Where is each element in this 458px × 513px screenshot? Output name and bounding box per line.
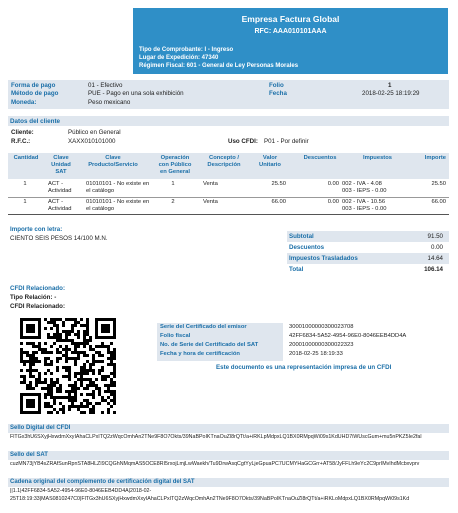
representacion-impresa-note: Este documento es una representación impresa de un CFDI — [216, 364, 392, 371]
total-row — [287, 264, 449, 275]
th-operacion: Operación con Público en General — [158, 155, 192, 175]
cfdi-relacionado-label: CFDI Relacionado: — [10, 303, 66, 310]
row2-impuesto-iva: 002 - IVA - 10.56 — [342, 199, 386, 205]
sello-cfdi-label: Sello Digital del CFDI — [10, 425, 71, 431]
cliente-label: Cliente: — [11, 129, 34, 136]
row1-operacion: 1 — [171, 181, 175, 187]
cadena-value-line2: 25T18:19:33|MAS0810247C0|FlTGx3hU6SXyjHxwdmXxyIAhaCLPxITQ2zWqcOmhAn2TNe9F8O7Okts/39NaBPoIKTnaOuZl8rQTt/a+iRKLoMdpxLQ1BX0RMpqWi09s1Kd — [10, 496, 410, 502]
fecha-label: Fecha — [269, 90, 287, 97]
cliente-section-title: Datos del cliente — [10, 118, 61, 125]
row2-cantidad: 1 — [23, 199, 27, 205]
row1-impuesto-iva: 002 - IVA - 4.08 — [342, 181, 382, 187]
row-divider — [8, 197, 449, 198]
row1-producto: 01010101 - No existe en el catálogo — [86, 181, 150, 194]
folio-value: 1 — [388, 82, 392, 89]
cliente-band — [8, 116, 449, 126]
th-impuestos: Impuestos — [363, 155, 392, 161]
serie-sat-value: 20001000000300022323 — [289, 342, 354, 348]
importe-letra-value: CIENTO SEIS PESOS 14/100 M.N. — [10, 235, 108, 242]
row2-concepto: Venta — [203, 199, 218, 205]
cliente-value: Público en General — [68, 129, 121, 136]
row2-operacion: 2 — [171, 199, 175, 205]
lugar-expedicion: Lugar de Expedición: 47340 — [139, 55, 219, 61]
moneda-value: Peso mexicano — [88, 99, 131, 106]
forma-pago-label: Forma de pago — [11, 82, 56, 89]
row2-valor: 66.00 — [271, 199, 286, 205]
impuestos-value: 14.64 — [427, 255, 443, 262]
folio-fiscal-value: 42FF6834-5A52-4954-96E0-8046EEB4DD4A — [289, 333, 407, 339]
row2-importe: 66.00 — [431, 199, 446, 205]
row1-cantidad: 1 — [23, 181, 27, 187]
rfc-label: R.F.C.: — [11, 138, 31, 145]
importe-letra-label: Importe con letra: — [10, 226, 63, 233]
row2-descuentos: 0.00 — [327, 199, 339, 205]
tipo-comprobante: Tipo de Comprobante: I - Ingreso — [139, 47, 234, 53]
descuentos-value: 0.00 — [430, 244, 443, 251]
row2-impuesto-ieps: 003 - IEPS - 0.00 — [342, 206, 387, 212]
serie-emisor-value: 30001000000300023708 — [289, 324, 354, 330]
cfdi-relacionado-title: CFDI Relacionado: — [10, 285, 66, 292]
sello-sat-value: cuzMN73jYB4sZRAfSunRpnSTA8HLZI9CQGhNMqmAS5OCE8RI5rxojLmjLwWaekh/Tu9DrwAsqCgtYyLjeGpuaPC7UCMYHaGCGrr+AT58/JyFFLh9eYc2C9prIMvIhdMcbxvprv — [10, 461, 420, 467]
row1-valor: 25.50 — [271, 181, 286, 187]
invoice-header — [133, 8, 448, 74]
sello-sat-label: Sello del SAT — [10, 452, 48, 458]
uso-cfdi-label: Uso CFDI: — [228, 138, 258, 145]
row1-importe: 25.50 — [431, 181, 446, 187]
row2-producto: 01010101 - No existe en el catálogo — [86, 199, 150, 212]
row2-unidad: ACT - Actividad — [48, 199, 72, 212]
row1-concepto: Venta — [203, 181, 218, 187]
row1-impuesto-ieps: 003 - IEPS - 0.00 — [342, 188, 387, 194]
qr-code — [20, 318, 116, 414]
cadena-label: Cadena original del complemento de certificación digital del SAT — [10, 479, 195, 485]
th-descuentos: Descuentos — [303, 155, 337, 161]
th-cantidad: Cantidad — [13, 155, 39, 161]
regimen-fiscal: Régimen Fiscal: 601 - General de Ley Personas Morales — [139, 63, 299, 69]
th-importe: Importe — [424, 155, 446, 161]
descuentos-row — [287, 242, 449, 253]
serie-emisor-label: Serie del Certificado del emisor — [160, 324, 247, 330]
fecha-certificacion-value: 2018-02-25 18:19:33 — [289, 351, 343, 357]
th-unidad: Clave Unidad SAT — [51, 155, 71, 175]
metodo-pago-value: PUE - Pago en una sola exhibición — [88, 90, 184, 97]
cadena-value-line1: ||1.1|42FF6834-5A52-4954-96E0-8046EEB4DD4A|2018-02- — [10, 488, 152, 494]
folio-label: Folio — [269, 82, 284, 89]
total-label: Total — [289, 266, 304, 273]
uso-cfdi-value: P01 - Por definir — [264, 138, 309, 145]
row1-descuentos: 0.00 — [327, 181, 339, 187]
tipo-relacion: Tipo Relación: - — [10, 294, 57, 301]
table-bottom-rule — [8, 214, 449, 215]
serie-sat-label: No. de Serie del Certificado del SAT — [160, 342, 259, 348]
fecha-value: 2018-02-25 18:19:29 — [362, 90, 420, 97]
sello-sat-band — [8, 451, 449, 460]
row1-unidad: ACT - Actividad — [48, 181, 72, 194]
subtotal-row — [287, 231, 449, 242]
total-value: 106.14 — [424, 266, 443, 273]
folio-fiscal-label: Folio fiscal — [160, 333, 191, 339]
th-valor: Valor Unitario — [259, 155, 281, 168]
sello-cfdi-band — [8, 424, 449, 433]
impuestos-row — [287, 253, 449, 264]
metodo-pago-label: Método de pago — [11, 90, 59, 97]
forma-pago-value: 01 - Efectivo — [88, 82, 123, 89]
th-concepto: Concepto / Descripción — [207, 155, 241, 168]
subtotal-label: Subtotal — [289, 233, 314, 240]
company-rfc: RFC: AAA010101AAA — [254, 28, 327, 35]
company-name: Empresa Factura Global — [241, 14, 340, 24]
subtotal-value: 91.50 — [427, 233, 443, 240]
fecha-certificacion-label: Fecha y hora de certificación — [160, 351, 240, 357]
rfc-value: XAXX010101000 — [68, 138, 116, 145]
descuentos-label: Descuentos — [289, 244, 325, 251]
th-producto: Clave Producto/Servicio — [88, 155, 138, 168]
sello-cfdi-value: FlTGx3hU6SXyjHxwdmXxyIAhaCLPxITQ2zWqcOmhAn2TNe9F8O7Okts/39NaBPoIKTnaOuZl8rQTt/a+iRKLpMdpxLQ1BX0RMpqWi09s1KdUHD7iWUscGum+mu5nPKZ5Ie2fal — [10, 434, 422, 440]
moneda-label: Moneda: — [11, 99, 37, 106]
impuestos-label: Impuestos Trasladados — [289, 255, 358, 262]
